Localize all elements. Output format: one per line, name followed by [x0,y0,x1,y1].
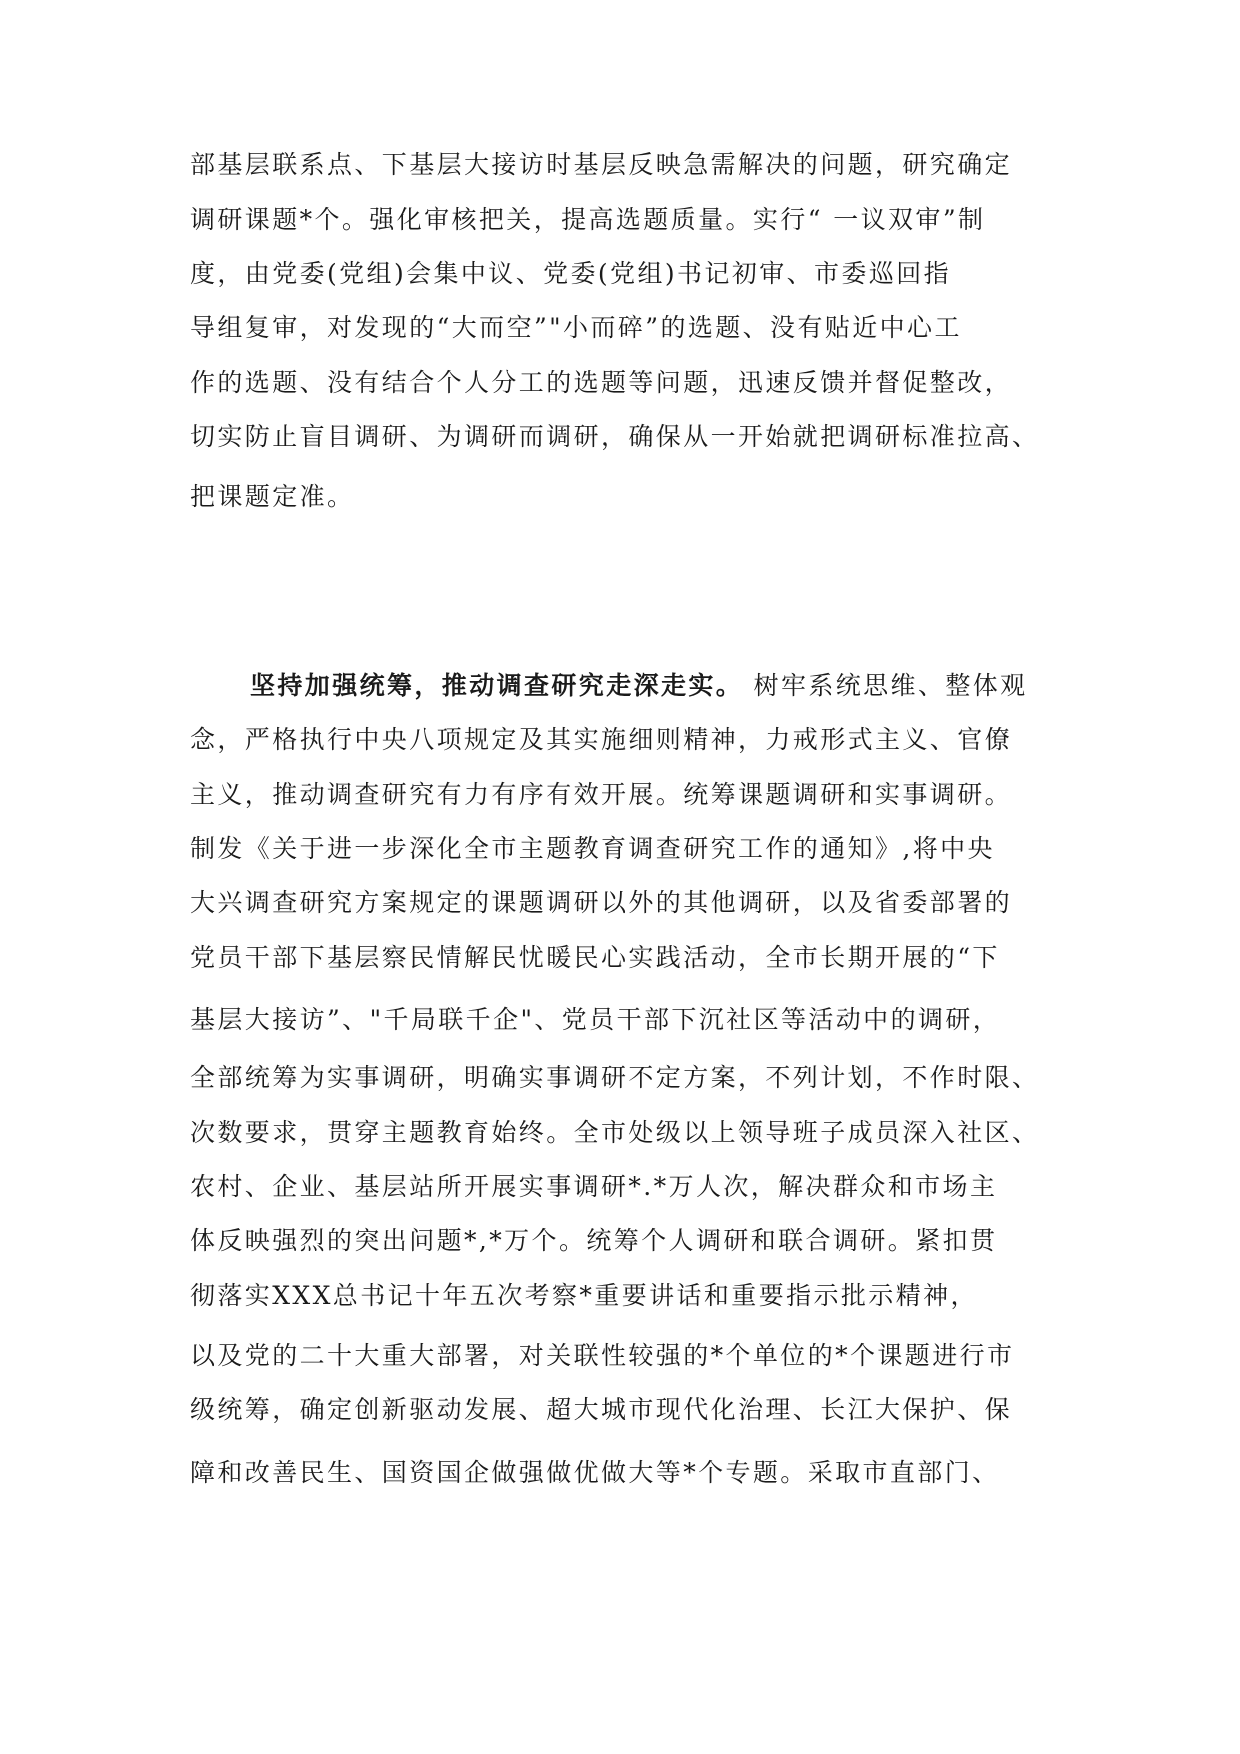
paragraph-1-line-1: 部基层联系点、下基层大接访时基层反映急需解决的问题，研究确定 [190,150,1013,179]
paragraph-2-line-2: 念，严格执行中央八项规定及其实施细则精神，力戒形式主义、官僚 [190,725,1013,754]
paragraph-1-line-3: 度，由党委(党组)会集中议、党委(党组)书记初审、市委巡回指 [190,259,952,288]
section-heading: 坚持加强统筹，推动调查研究走深走实。 [250,671,744,700]
paragraph-1-line-6: 切实防止盲目调研、为调研而调研，确保从一开始就把调研标准拉高、 [190,422,1040,451]
paragraph-2-line-6: 党员干部下基层察民情解民忧暖民心实践活动，全市长期开展的“下 [190,943,1000,972]
paragraph-2-first-line [250,669,1060,703]
paragraph-2-line-9: 次数要求，贯穿主题教育始终。全市处级以上领导班子成员深入社区、 [190,1118,1040,1147]
paragraph-1-line-5: 作的选题、没有结合个人分工的选题等问题，迅速反馈并督促整改， [190,368,1013,397]
paragraph-2-line-14: 级统筹，确定创新驱动发展、超大城市现代化治理、长江大保护、保 [190,1395,1013,1424]
paragraph-2-line-4: 制发《关于进一步深化全市主题教育调查研究工作的通知》,将中央 [190,834,995,863]
paragraph-2-line-15: 障和改善民生、国资国企做强做优做大等*个专题。采取市直部门、 [190,1458,1000,1487]
paragraph-1-line-2: 调研课题*个。强化审核把关，提高选题质量。实行“ 一议双审”制 [190,205,986,234]
paragraph-2-line-7: 基层大接访”、"千局联千企"、党员干部下沉社区等活动中的调研， [190,1005,1001,1034]
paragraph-2-line-11: 体反映强烈的突出问题*,*万个。统筹个人调研和联合调研。紧扣贯 [190,1226,998,1255]
paragraph-1-line-4: 导组复审，对发现的“大而空”"小而碎”的选题、没有贴近中心工 [190,313,962,342]
paragraph-2-line-5: 大兴调查研究方案规定的课题调研以外的其他调研，以及省委部署的 [190,888,1013,917]
paragraph-2-line-10: 农村、企业、基层站所开展实事调研*.*万人次，解决群众和市场主 [190,1172,998,1201]
paragraph-2-line-13: 以及党的二十大重大部署，对关联性较强的*个单位的*个课题进行市 [190,1341,1015,1370]
paragraph-2-first-line-text: 树牢系统思维、整体观 [743,671,1028,700]
paragraph-2-line-12: 彻落实XXX总书记十年五次考察*重要讲话和重要指示批示精神， [190,1281,978,1310]
paragraph-2-line-3: 主义，推动调查研究有力有序有效开展。统筹课题调研和实事调研。 [190,780,1013,809]
paragraph-1-line-7: 把课题定准。 [190,482,355,511]
paragraph-2-line-8: 全部统筹为实事调研，明确实事调研不定方案，不列计划，不作时限、 [190,1063,1040,1092]
